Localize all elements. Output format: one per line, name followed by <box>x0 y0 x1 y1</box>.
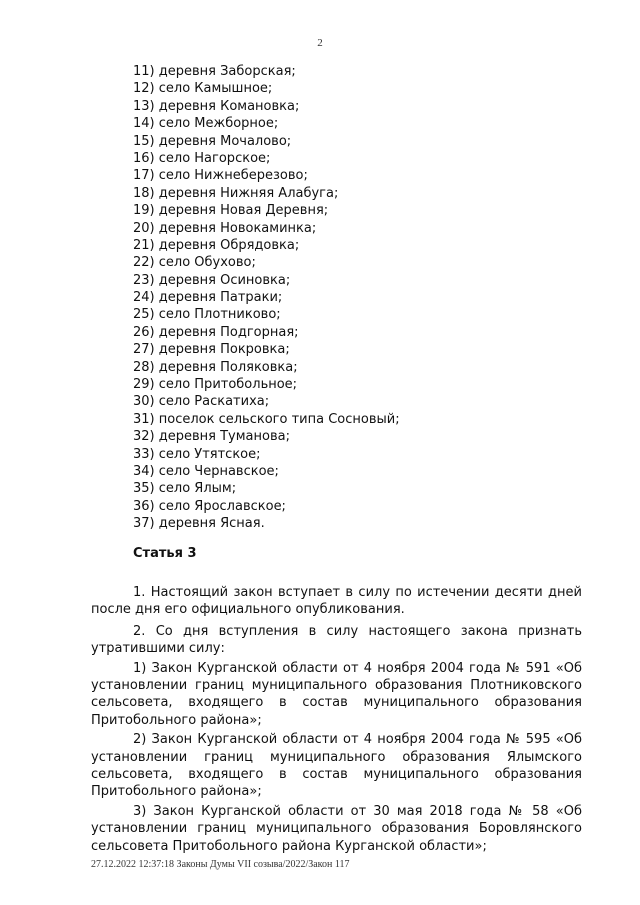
list-item: 13) деревня Команoвка; <box>133 98 300 114</box>
list-item: 11) деревня Заборская; <box>133 64 296 79</box>
list-item: 19) деревня Новая Деревня; <box>133 203 329 219</box>
list-item: 34) село Чернавское; <box>133 463 279 479</box>
list-item: 24) деревня Патраки; <box>133 290 283 306</box>
paragraph: 3) Закон Курганской области от 30 мая 2018 года № 58 «Об установлении границ муниципального образования Боровлянского сельсовета Притобольного района Курганской области»; <box>91 803 582 854</box>
list-item: 36) село Ярославское; <box>133 498 286 514</box>
settlement-list <box>133 63 400 533</box>
list-item: 25) село Плотниково; <box>133 307 281 323</box>
list-item: 20) деревня Новокаминка; <box>133 220 317 236</box>
list-item: 22) село Обухово; <box>133 255 256 271</box>
list-item: 16) село Нагорское; <box>133 150 271 166</box>
paragraph: 1. Настоящий закон вступает в силу по истечении десяти дней после дня его официального опубликования. <box>91 585 582 618</box>
list-item: 27) деревня Покровка; <box>133 342 290 358</box>
list-item: 12) село Камышное; <box>133 81 273 97</box>
page-number: 2 <box>317 37 323 49</box>
list-item: 33) село Утятское; <box>133 446 261 462</box>
paragraph: 2) Закон Курганской области от 4 ноября 2004 года № 595 «Об установлении границ муниципального образования Ялымского сельсовета, входящего в состав муниципального образования Притобольного района»; <box>91 732 582 800</box>
list-item: 29) село Притобольное; <box>133 377 298 393</box>
list-item: 14) село Межборное; <box>133 116 279 132</box>
list-item: 30) село Раскатиха; <box>133 394 270 410</box>
article-title: Статья 3 <box>133 546 197 561</box>
list-item: 37) деревня Ясная. <box>133 516 265 532</box>
article-body <box>91 584 582 857</box>
list-item: 21) деревня Обрядовка; <box>133 237 300 253</box>
list-item: 18) деревня Нижняя Алабуга; <box>133 185 339 201</box>
list-item: 17) село Нижнеберезово; <box>133 168 308 184</box>
document-footer: 27.12.2022 12:37:18 Законы Думы VII созыва/2022/Закон 117 <box>91 859 350 870</box>
paragraph: 1) Закон Курганской области от 4 ноября 2004 года № 591 «Об установлении границ муниципального образования Плотниковского сельсовета, входящего в состав муниципального образования Притобольного района»; <box>91 660 582 728</box>
list-item: 35) село Ялым; <box>133 481 237 497</box>
list-item: 28) деревня Поляковка; <box>133 359 298 375</box>
list-item: 15) деревня Мочалово; <box>133 133 292 149</box>
list-item: 23) деревня Осиновка; <box>133 272 291 288</box>
paragraph: 2. Со дня вступления в силу настоящего закона признать утратившими силу: <box>91 623 582 657</box>
list-item: 31) поселок сельского типа Сосновый; <box>133 411 400 427</box>
list-item: 26) деревня Подгорная; <box>133 324 299 340</box>
list-item: 32) деревня Туманова; <box>133 429 290 445</box>
